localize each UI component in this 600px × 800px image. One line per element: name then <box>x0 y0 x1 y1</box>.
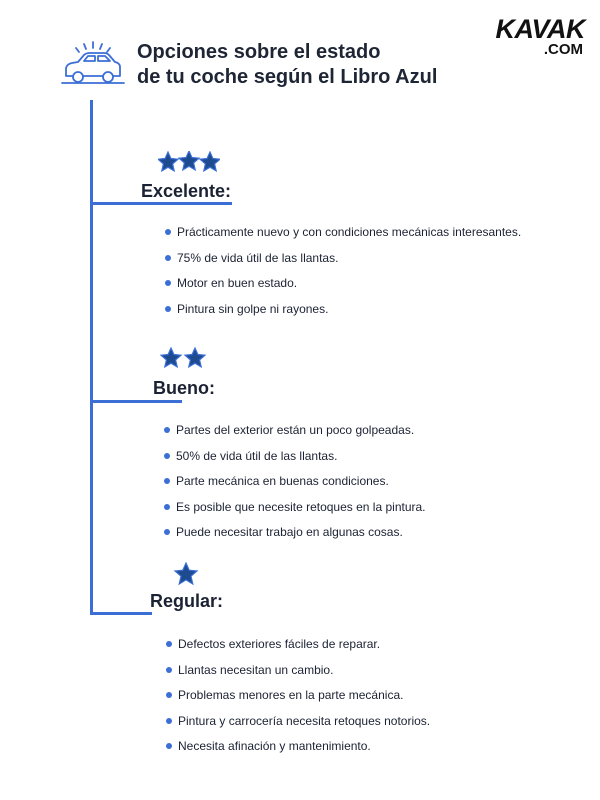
list-regular <box>166 636 430 764</box>
category-title-excelente: Excelente: <box>141 181 232 201</box>
list-item: Llantas necesitan un cambio. <box>166 662 430 688</box>
timeline-branch-bueno <box>90 400 182 403</box>
list-item: Pintura sin golpe ni rayones. <box>165 301 521 327</box>
list-item: Partes del exterior están un poco golpeadas. <box>164 422 426 448</box>
list-item: 75% de vida útil de las llantas. <box>165 250 521 276</box>
star-icon <box>179 151 199 170</box>
stars-excelente <box>158 151 220 177</box>
stars-regular <box>173 562 199 588</box>
list-item: 50% de vida útil de las llantas. <box>164 448 426 474</box>
timeline-branch-regular <box>90 612 152 615</box>
list-item: Puede necesitar trabajo en algunas cosas. <box>164 524 426 550</box>
star-icon <box>158 152 178 171</box>
list-item: Problemas menores en la parte mecánica. <box>166 687 430 713</box>
kavak-logo <box>496 16 586 57</box>
category-title-regular: Regular: <box>150 591 224 611</box>
star-icon <box>185 348 205 367</box>
list-item: Necesita afinación y mantenimiento. <box>166 738 430 764</box>
title-line-1: Opciones sobre el estado <box>137 41 381 63</box>
logo-sub-text: .COM <box>543 41 583 58</box>
page-title <box>137 40 437 90</box>
list-item: Defectos exteriores fáciles de reparar. <box>166 636 430 662</box>
list-item: Prácticamente nuevo y con condiciones mecánicas interesantes. <box>165 224 521 250</box>
stars-bueno <box>160 347 208 371</box>
logo-main-text: KAVAK <box>495 14 585 44</box>
list-excelente <box>165 224 521 326</box>
list-item: Es posible que necesite retoques en la pintura. <box>164 499 426 525</box>
list-bueno <box>164 422 426 550</box>
star-icon <box>175 563 197 584</box>
timeline-branch-excelente <box>90 202 232 205</box>
star-icon <box>161 348 181 367</box>
list-item: Motor en buen estado. <box>165 275 521 301</box>
list-item: Pintura y carrocería necesita retoques notorios. <box>166 713 430 739</box>
timeline-vertical-line <box>90 100 93 614</box>
title-line-2: de tu coche según el Libro Azul <box>137 66 438 88</box>
list-item: Parte mecánica en buenas condiciones. <box>164 473 426 499</box>
car-icon <box>60 40 126 86</box>
star-icon <box>200 152 220 171</box>
category-title-bueno: Bueno: <box>153 378 215 398</box>
